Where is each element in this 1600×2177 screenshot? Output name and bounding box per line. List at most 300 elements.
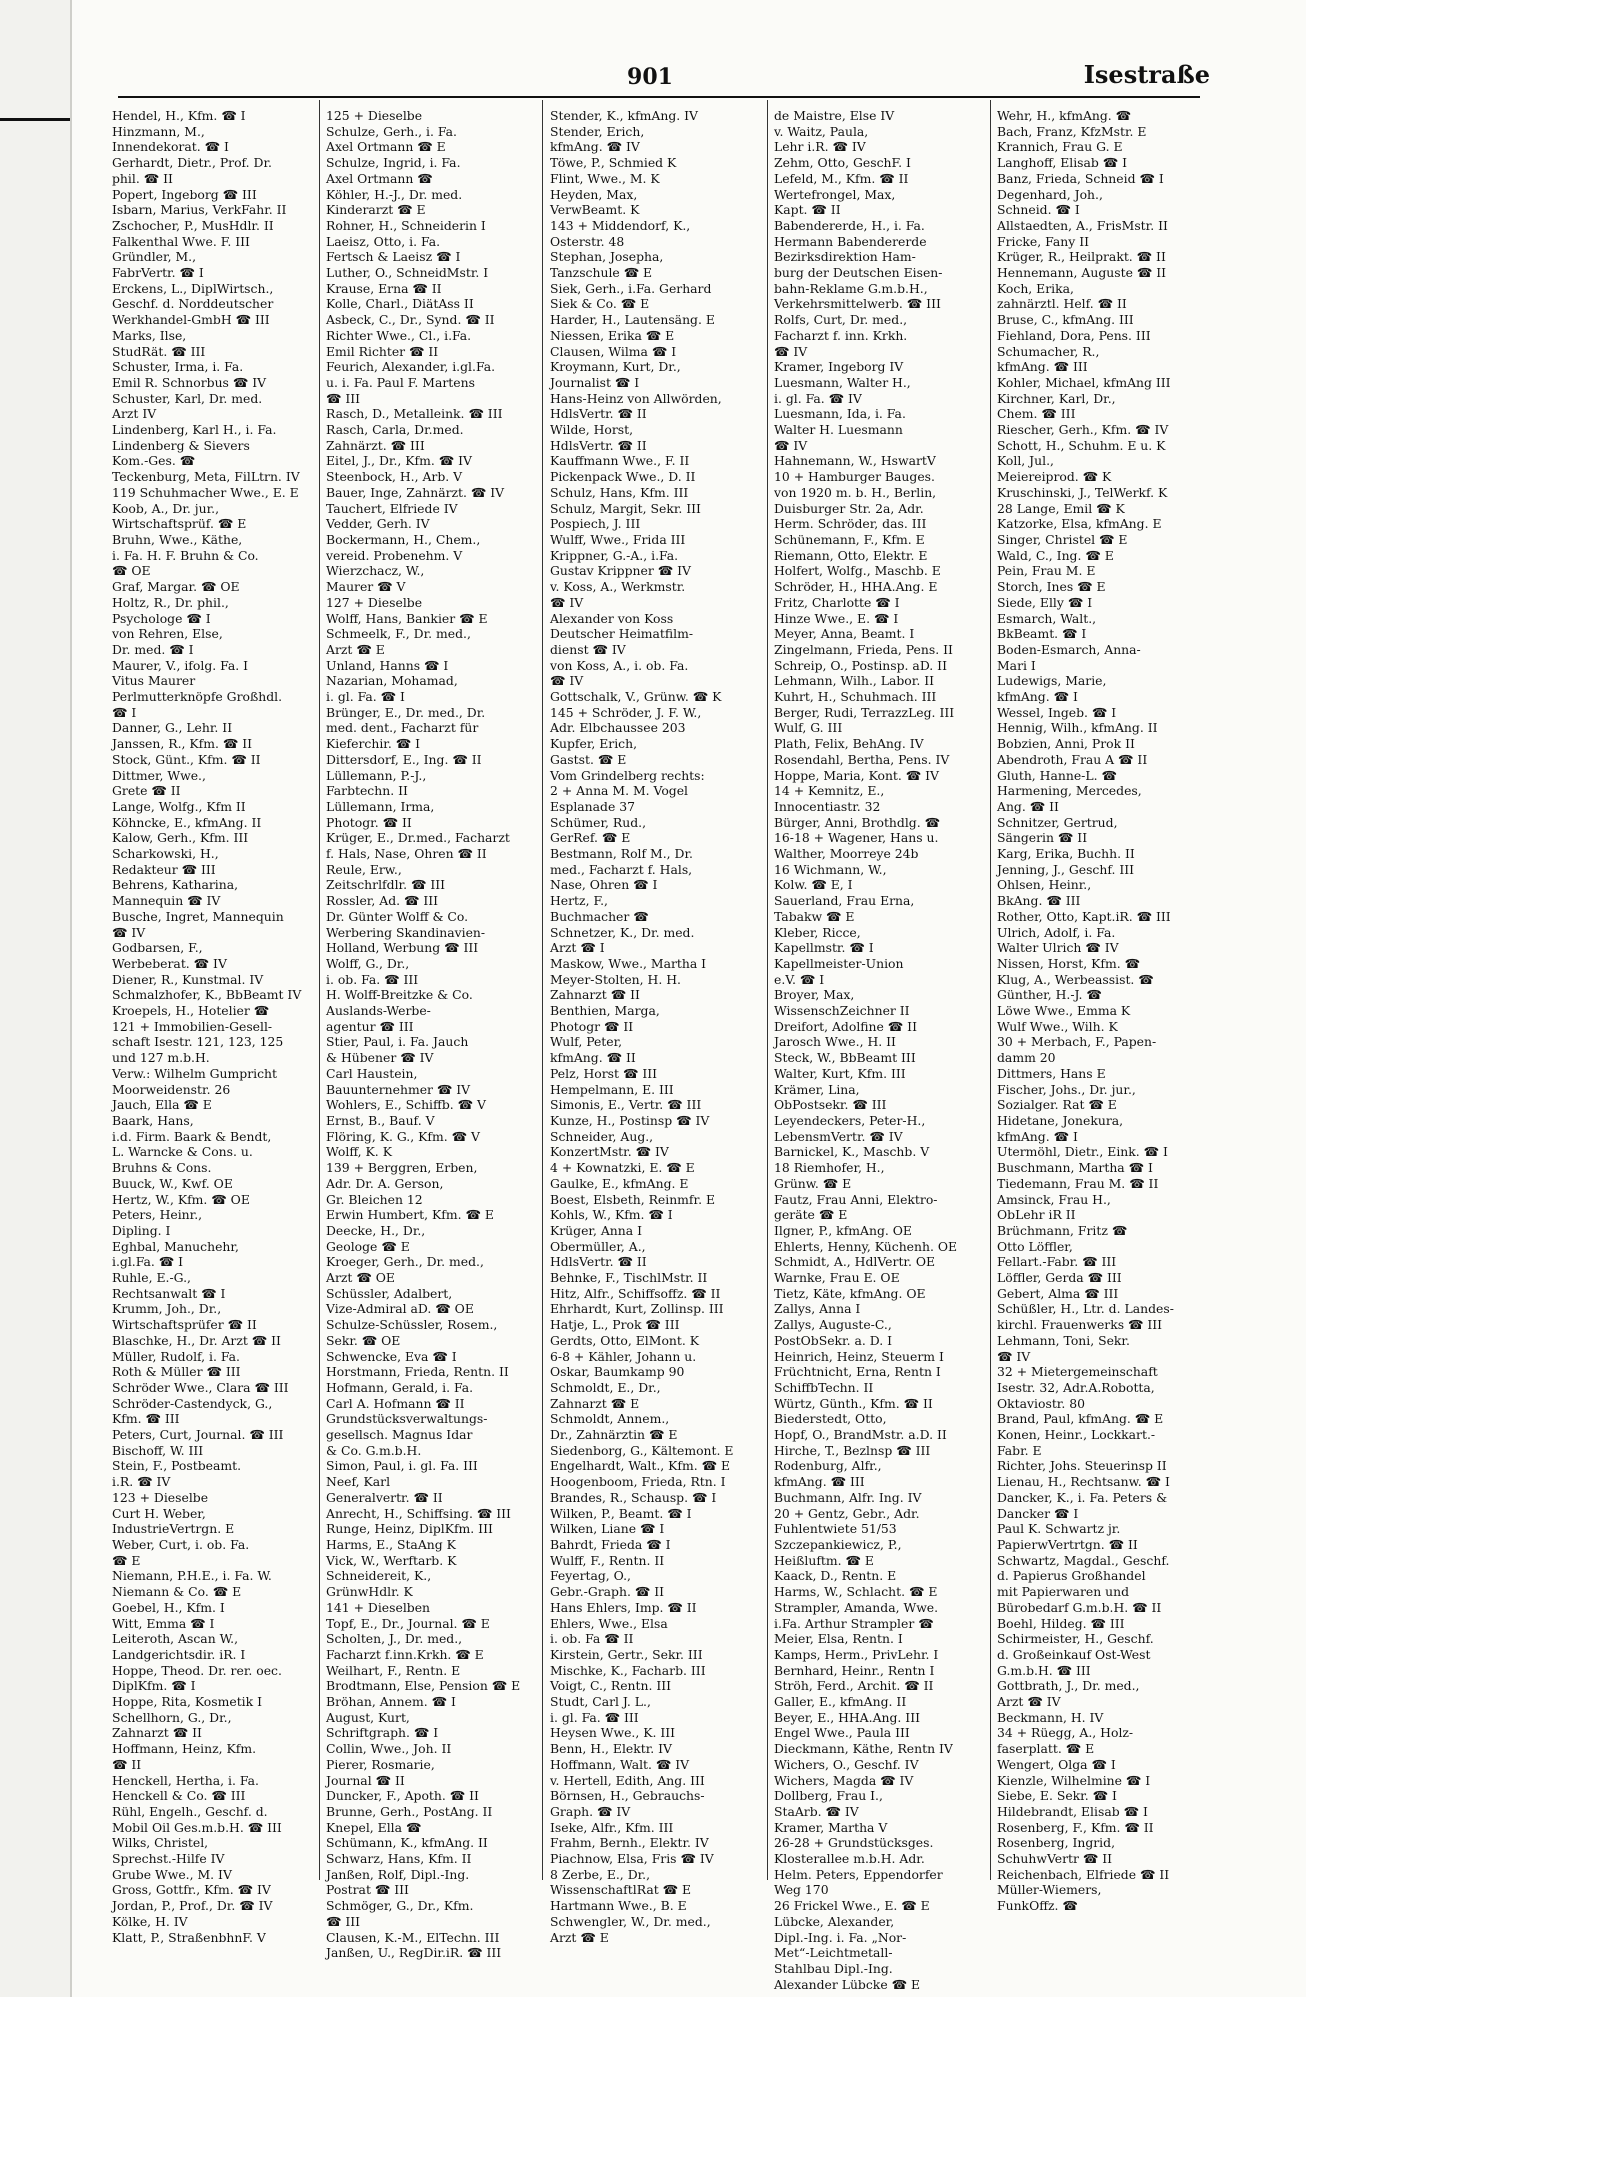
directory-line: Karg, Erika, Buchh. II: [997, 846, 1135, 862]
directory-line: Weilhart, F., Rentn. E: [326, 1662, 461, 1678]
directory-line: Innendekorat. ☎ I: [112, 139, 229, 155]
directory-line: Würtz, Günth., Kfm. ☎ II: [774, 1395, 933, 1411]
directory-line: i.Fa. Arthur Strampler ☎: [774, 1615, 934, 1631]
directory-line: 139 + Berggren, Erben,: [326, 1160, 478, 1176]
directory-line: Duisburger Str. 2a, Adr.: [774, 500, 924, 516]
directory-line: Krüger, R., Heilprakt. ☎ II: [997, 249, 1166, 265]
directory-line: GerRef. ☎ E: [550, 830, 631, 846]
directory-line: Rosenberg, Ingrid,: [997, 1835, 1116, 1851]
directory-line: Topf, E., Dr., Journal. ☎ E: [326, 1615, 490, 1631]
directory-line: d. Papierus Großhandel: [997, 1568, 1146, 1584]
directory-line: Witt, Emma ☎ I: [112, 1615, 215, 1631]
directory-line: geräte ☎ E: [774, 1207, 848, 1223]
directory-line: Steenbock, H., Arb. V: [326, 469, 463, 485]
directory-line: Hennemann, Auguste ☎ II: [997, 265, 1167, 281]
directory-line: Schröder Wwe., Clara ☎ III: [112, 1379, 289, 1395]
directory-line: Wulff, Wwe., Frida III: [550, 531, 686, 547]
directory-line: Hidetane, Jonekura,: [997, 1113, 1124, 1128]
directory-line: Rosendahl, Bertha, Pens. IV: [774, 751, 950, 767]
directory-line: Katzorke, Elsa, kfmAng. E: [997, 516, 1162, 532]
directory-line: Wierzchacz, W.,: [326, 563, 425, 579]
directory-line: Hans Ehlers, Imp. ☎ II: [550, 1599, 697, 1615]
directory-line: Langhoff, Elisab ☎ I: [997, 155, 1128, 171]
directory-line: Bröhan, Annem. ☎ I: [326, 1694, 456, 1710]
directory-line: Hinzmann, M.,: [112, 123, 205, 139]
directory-line: Erckens, L., DiplWirtsch.,: [112, 280, 274, 296]
directory-line: Hertz, W., Kfm. ☎ OE: [112, 1191, 250, 1207]
directory-line: Teckenburg, Meta, FilLtrn. IV: [112, 469, 300, 485]
directory-line: BkAng. ☎ III: [997, 893, 1081, 909]
directory-line: Zehm, Otto, GeschF. I: [774, 155, 911, 171]
directory-line: Tanzschule ☎ E: [550, 265, 653, 281]
directory-line: Schwencke, Eva ☎ I: [326, 1348, 457, 1364]
directory-line: Löwe Wwe., Emma K: [997, 1003, 1131, 1019]
directory-line: Stender, Erich,: [550, 123, 645, 139]
directory-line: Wessel, Ingeb. ☎ I: [997, 704, 1117, 720]
directory-line: Luesmann, Walter H.,: [774, 374, 911, 390]
facing-page-rule: [0, 118, 70, 121]
directory-line: Kohler, Michael, kfmAng III: [997, 374, 1171, 390]
directory-line: Kroeger, Gerh., Dr. med.,: [326, 1254, 484, 1270]
directory-line: Benn, H., Elektr. IV: [550, 1741, 673, 1757]
page-number: 901: [627, 64, 673, 90]
directory-line: Arzt ☎ IV: [997, 1694, 1061, 1710]
directory-line: 6-8 + Kähler, Johann u.: [550, 1348, 697, 1364]
directory-line: Warnke, Frau E. OE: [774, 1270, 900, 1286]
directory-line: Graf, Margar. ☎ OE: [112, 579, 240, 595]
directory-line: Heysen Wwe., K. III: [550, 1725, 676, 1741]
directory-line: Dreifort, Adolfine ☎ II: [774, 1018, 917, 1034]
directory-line: Harmening, Mercedes,: [997, 783, 1142, 799]
directory-line: Runge, Heinz, DiplKfm. III: [326, 1521, 493, 1537]
directory-line: Clausen, Wilma ☎ I: [550, 343, 677, 359]
directory-line: Behnke, F., TischlMstr. II: [550, 1270, 708, 1286]
directory-line: Dittersdorf, E., Ing. ☎ II: [326, 751, 482, 767]
directory-line: Luther, O., SchneidMstr. I: [326, 265, 489, 281]
directory-line: Redakteur ☎ III: [112, 861, 216, 877]
directory-line: Rühl, Engelh., Geschf. d.: [112, 1803, 268, 1819]
directory-line: ☎ OE: [112, 563, 151, 579]
directory-line: Facharzt f.inn.Krkh. ☎ E: [326, 1646, 484, 1662]
directory-line: Werkhandel-GmbH ☎ III: [112, 312, 270, 328]
directory-line: Buschmann, Martha ☎ I: [997, 1160, 1153, 1176]
directory-line: Osterstr. 48: [550, 233, 625, 249]
directory-line: Beckmann, H. IV: [997, 1709, 1104, 1725]
directory-line: Wulf, G. III: [774, 720, 843, 736]
directory-line: Grünw. ☎ E: [774, 1175, 852, 1191]
directory-line: Krumm, Joh., Dr.,: [112, 1301, 222, 1317]
directory-line: Neef, Karl: [326, 1474, 391, 1490]
directory-line: Marks, Ilse,: [112, 327, 187, 343]
directory-line: Luesmann, Ida, i. Fa.: [774, 406, 906, 422]
directory-line: Benthien, Marga,: [550, 1003, 660, 1019]
directory-line: Wirtschaftsprüf. ☎ E: [112, 516, 247, 532]
directory-line: Geologe ☎ E: [326, 1238, 410, 1254]
directory-line: Goebel, H., Kfm. I: [112, 1599, 225, 1615]
directory-line: Dancker ☎ I: [997, 1505, 1079, 1521]
directory-line: 4 + Kownatzki, E. ☎ E: [550, 1160, 695, 1176]
directory-line: Kapellmstr. ☎ I: [774, 940, 874, 956]
directory-line: Maskow, Wwe., Martha I: [550, 955, 707, 971]
directory-line: Journal ☎ II: [326, 1772, 405, 1788]
directory-line: Zahnarzt ☎ E: [550, 1395, 640, 1411]
directory-line: Lüllemann, Irma,: [326, 798, 435, 814]
directory-line: Jauch, Ella ☎ E: [112, 1097, 212, 1113]
directory-line: 121 + Immobilien-Gesell-: [112, 1018, 273, 1034]
directory-line: Oskar, Baumkamp 90: [550, 1364, 685, 1380]
directory-line: ObPostsekr. ☎ III: [774, 1097, 887, 1113]
directory-line: Jordan, P., Prof., Dr. ☎ IV: [112, 1898, 273, 1914]
directory-line: Paul K. Schwartz jr.: [997, 1521, 1121, 1537]
directory-line: Szczepankiewicz, P.,: [774, 1536, 902, 1552]
directory-line: Schulze, Ingrid, i. Fa.: [326, 155, 461, 171]
directory-line: Köhncke, E., kfmAng. II: [112, 814, 262, 830]
directory-line: Brodtmann, Else, Pension ☎ E: [326, 1678, 521, 1694]
directory-line: Brünger, E., Dr. med., Dr.: [326, 704, 486, 720]
directory-line: Zallys, Auguste-C.,: [774, 1317, 892, 1333]
directory-line: Schümann, K., kfmAng. II: [326, 1835, 488, 1851]
directory-line: Unland, Hanns ☎ I: [326, 657, 449, 673]
directory-line: Sauerland, Frau Erna,: [774, 893, 915, 909]
directory-line: Schröder-Castendyck, G.,: [112, 1395, 273, 1411]
directory-line: 143 + Middendorf, K.,: [550, 217, 691, 233]
directory-line: Dr. Günter Wolff & Co.: [326, 908, 469, 924]
directory-line: Harms, E., StaAng K: [326, 1536, 456, 1552]
directory-line: Wald, C., Ing. ☎ E: [997, 547, 1114, 563]
directory-line: Tiedemann, Frau M. ☎ II: [997, 1175, 1159, 1191]
directory-line: Oktaviostr. 80: [997, 1395, 1085, 1411]
directory-line: Deutscher Heimatfilm-: [550, 626, 694, 642]
directory-line: Pein, Frau M. E: [997, 563, 1096, 579]
directory-line: 16-18 + Wagener, Hans u.: [774, 830, 939, 846]
directory-line: Bruhn, Wwe., Käthe,: [112, 531, 243, 547]
directory-line: ☎ II: [112, 1756, 142, 1772]
directory-line: & Hübener ☎ IV: [326, 1050, 434, 1066]
directory-line: Kfm. ☎ III: [112, 1411, 180, 1427]
directory-line: Müller, Rudolf, i. Fa.: [112, 1348, 240, 1364]
directory-line: Schulze-Schüssler, Rosem.,: [326, 1317, 498, 1333]
directory-line: de Maistre, Else IV: [774, 108, 895, 123]
directory-column-5: [997, 108, 1203, 1968]
directory-line: Simon, Paul, i. gl. Fa. III: [326, 1458, 478, 1474]
directory-line: Rechtsanwalt ☎ I: [112, 1285, 226, 1301]
directory-line: Hoppe, Maria, Kont. ☎ IV: [774, 767, 939, 783]
directory-line: Konen, Heinr., Lockkart.-: [997, 1427, 1156, 1443]
directory-line: Ruhle, E.-G.,: [112, 1270, 191, 1286]
directory-line: Schmalzhofer, K., BbBeamt IV: [112, 987, 302, 1003]
directory-line: 145 + Schröder, J. F. W.,: [550, 704, 702, 720]
directory-column-3: [550, 108, 756, 1968]
directory-line: Sozialger. Rat ☎ E: [997, 1097, 1117, 1113]
directory-line: Photogr ☎ II: [550, 1018, 634, 1034]
directory-line: Hoppe, Rita, Kosmetik I: [112, 1694, 262, 1710]
directory-line: Postrat ☎ III: [326, 1882, 409, 1898]
directory-line: Gerhardt, Dietr., Prof. Dr.: [112, 155, 272, 171]
directory-line: 26 Frickel Wwe., E. ☎ E: [774, 1898, 930, 1914]
directory-line: Harder, H., Lautensäng. E: [550, 312, 715, 328]
directory-line: Arzt ☎ E: [326, 641, 385, 657]
directory-line: i.R. ☎ IV: [112, 1474, 171, 1490]
directory-line: PostObSekr. a. D. I: [774, 1332, 893, 1348]
directory-line: Schmidt, A., HdlVertr. OE: [774, 1254, 936, 1270]
directory-line: Zallys, Anna I: [774, 1301, 861, 1317]
directory-line: Koch, Erika,: [997, 280, 1074, 296]
directory-line: Wertefrongel, Max,: [774, 186, 896, 202]
directory-line: ObLehr iR II: [997, 1207, 1076, 1223]
directory-line: Flöring, K. G., Kfm. ☎ V: [326, 1128, 480, 1144]
directory-line: 18 Riemhofer, H.,: [774, 1160, 885, 1176]
directory-line: Dr. med. ☎ I: [112, 641, 194, 657]
directory-line: Schellhorn, G., Dr.,: [112, 1709, 232, 1725]
directory-line: Anrecht, H., Schiffsing. ☎ III: [326, 1505, 511, 1521]
directory-line: Gottbrath, J., Dr. med.,: [997, 1678, 1140, 1694]
directory-line: Wulf, Peter,: [550, 1034, 623, 1050]
directory-line: dienst ☎ IV: [550, 641, 626, 657]
directory-line: Strampler, Amanda, Wwe.: [774, 1599, 939, 1615]
directory-line: Flint, Wwe., M. K: [550, 170, 660, 186]
directory-line: Dollberg, Frau I.,: [774, 1788, 883, 1804]
directory-line: Schüssler, Adalbert,: [326, 1285, 453, 1301]
directory-line: kfmAng. ☎ I: [997, 1128, 1078, 1144]
directory-line: Ludewigs, Marie,: [997, 673, 1107, 689]
directory-line: i. gl. Fa. ☎ I: [326, 689, 405, 705]
directory-line: Hofmann, Gerald, i. Fa.: [326, 1379, 474, 1395]
directory-line: Gr. Bleichen 12: [326, 1191, 423, 1207]
directory-line: Löffler, Gerda ☎ III: [997, 1270, 1122, 1286]
directory-line: Weber, Curt, i. ob. Fa.: [112, 1536, 250, 1552]
directory-line: Psychologe ☎ I: [112, 610, 211, 626]
directory-line: Siede, Elly ☎ I: [997, 594, 1093, 610]
directory-line: Buuck, W., Kwf. OE: [112, 1175, 233, 1191]
directory-line: Richter Wwe., Cl., i.Fa.: [326, 327, 472, 343]
directory-line: Stephan, Josepha,: [550, 249, 664, 265]
directory-line: Kaack, D., Rentn. E: [774, 1568, 897, 1584]
directory-line: Scharkowski, H.,: [112, 846, 219, 862]
directory-line: Fischer, Johs., Dr. jur.,: [997, 1081, 1136, 1097]
directory-line: ☎ III: [326, 390, 361, 406]
column-rule: [319, 100, 320, 1880]
directory-line: 26-28 + Grundstücksges.: [774, 1835, 934, 1851]
directory-line: Kapt. ☎ II: [774, 202, 841, 218]
directory-line: Schwarz, Hans, Kfm. II: [326, 1851, 472, 1867]
directory-line: Dittmer, Wwe.,: [112, 767, 206, 783]
directory-line: Rohner, H., Schneiderin I: [326, 217, 486, 233]
scan-margin-right: [1306, 0, 1600, 2177]
directory-line: 34 + Rüegg, A., Holz-: [997, 1725, 1134, 1741]
directory-line: med. dent., Facharzt für: [326, 720, 479, 736]
directory-line: Helm. Peters, Eppendorfer: [774, 1866, 943, 1882]
directory-line: BkBeamt. ☎ I: [997, 626, 1087, 642]
directory-column-2: [326, 108, 532, 1968]
directory-line: Buchmacher ☎: [550, 908, 649, 924]
directory-line: Behrens, Katharina,: [112, 877, 239, 893]
directory-line: Rasch, D., Metalleink. ☎ III: [326, 406, 503, 422]
directory-line: Klatt, P., StraßenbhnF. V: [112, 1929, 266, 1945]
directory-line: HdlsVertr. ☎ II: [550, 1254, 647, 1270]
directory-line: Reichenbach, Elfriede ☎ II: [997, 1866, 1170, 1882]
directory-line: Bockermann, H., Chem.,: [326, 531, 481, 547]
directory-line: Stein, F., Postbeamt.: [112, 1458, 242, 1474]
directory-line: Farbtechn. II: [326, 783, 408, 799]
directory-line: vereid. Probenehm. V: [326, 547, 463, 563]
directory-line: Niessen, Erika ☎ E: [550, 327, 675, 343]
directory-line: Kirstein, Gertr., Sekr. III: [550, 1646, 703, 1662]
directory-line: SchuhwVertr ☎ II: [997, 1851, 1113, 1867]
directory-line: Koob, A., Dr. jur.,: [112, 500, 220, 516]
directory-line: PapierwVertrtgn. ☎ II: [997, 1536, 1138, 1552]
directory-line: von Koss, A., i. ob. Fa.: [550, 657, 689, 673]
directory-line: Schüßler, H., Ltr. d. Landes-: [997, 1301, 1174, 1317]
directory-line: Weg 170: [774, 1882, 829, 1898]
directory-line: Axel Ortmann ☎: [326, 170, 433, 186]
directory-line: Schmoldt, Annem.,: [550, 1411, 670, 1427]
directory-line: Reule, Erw.,: [326, 861, 402, 877]
directory-line: Werbeberat. ☎ IV: [112, 955, 227, 971]
directory-line: Walter H. Luesmann: [774, 422, 903, 438]
directory-line: Busche, Ingret, Mannequin: [112, 908, 284, 924]
directory-line: Arzt IV: [112, 406, 157, 422]
directory-line: Baark, Hans,: [112, 1113, 194, 1128]
directory-line: Siek, Gerh., i.Fa. Gerhard: [550, 280, 712, 296]
directory-line: Barnickel, K., Maschb. V: [774, 1144, 930, 1160]
directory-line: Kuhrt, H., Schuhmach. III: [774, 689, 937, 705]
directory-line: i. gl. Fa. ☎ IV: [774, 390, 862, 406]
directory-line: Krause, Erna ☎ II: [326, 280, 442, 296]
directory-line: Biederstedt, Otto,: [774, 1411, 887, 1427]
directory-line: Fritz, Charlotte ☎ I: [774, 594, 900, 610]
directory-line: Blaschke, H., Dr. Arzt ☎ II: [112, 1332, 281, 1348]
directory-line: i. ob. Fa. ☎ III: [326, 971, 419, 987]
directory-line: Verkehrsmittelwerb. ☎ III: [774, 296, 941, 312]
directory-line: Studt, Carl J. L.,: [550, 1694, 651, 1710]
directory-line: Hennig, Wilh., kfmAng. II: [997, 720, 1158, 736]
directory-line: HdlsVertr. ☎ II: [550, 437, 647, 453]
directory-line: Perlmutterknöpfe Großhdl.: [112, 689, 283, 705]
directory-line: Wilde, Horst,: [550, 422, 634, 438]
directory-line: ☎ E: [112, 1552, 141, 1568]
directory-line: Wolff, K. K: [326, 1144, 392, 1160]
directory-line: Schott, H., Schuhm. E u. K: [997, 437, 1166, 453]
directory-line: Falkenthal Wwe. F. III: [112, 233, 250, 249]
directory-line: Wohlers, E., Schiffb. ☎ V: [326, 1097, 486, 1113]
directory-line: Janssen, R., Kfm. ☎ II: [112, 736, 253, 752]
directory-line: Gross, Gottfr., Kfm. ☎ IV: [112, 1882, 271, 1898]
directory-line: 123 + Dieselbe: [112, 1489, 209, 1505]
directory-line: Kleber, Ricce,: [774, 924, 861, 940]
directory-line: Carl Haustein,: [326, 1065, 418, 1081]
directory-line: Mischke, K., Facharb. III: [550, 1662, 706, 1678]
directory-line: Leyendeckers, Peter-H.,: [774, 1113, 926, 1128]
directory-line: Kalow, Gerh., Kfm. III: [112, 830, 249, 846]
directory-line: e.V. ☎ I: [774, 971, 825, 987]
directory-line: 20 + Gentz, Gebr., Adr.: [774, 1505, 920, 1521]
directory-line: Voigt, C., Rentn. III: [550, 1678, 672, 1694]
directory-line: Gastst. ☎ E: [550, 751, 627, 767]
directory-line: Grube Wwe., M. IV: [112, 1866, 232, 1882]
directory-line: Deecke, H., Dr.,: [326, 1222, 426, 1238]
directory-line: Graph. ☎ IV: [550, 1803, 631, 1819]
directory-line: Rother, Otto, Kapt.iR. ☎ III: [997, 908, 1171, 924]
directory-line: Wirtschaftsprüfer ☎ II: [112, 1317, 257, 1333]
directory-line: bahn-Reklame G.m.b.H.,: [774, 280, 928, 296]
directory-line: 16 Wichmann, W.,: [774, 861, 887, 877]
directory-line: Nazarian, Mohamad,: [326, 673, 458, 689]
directory-line: Buchmann, Alfr. Ing. IV: [774, 1489, 922, 1505]
directory-line: Isbarn, Marius, VerkFahr. II: [112, 202, 287, 218]
directory-line: Laeisz, Otto, i. Fa.: [326, 233, 441, 249]
directory-line: Ehlers, Wwe., Elsa: [550, 1615, 668, 1631]
directory-line: Nissen, Horst, Kfm. ☎: [997, 955, 1141, 971]
directory-line: von Rehren, Else,: [112, 626, 223, 642]
directory-line: Dipling. I: [112, 1222, 171, 1238]
directory-line: GrünwHdlr. K: [326, 1584, 413, 1600]
directory-line: Abendroth, Frau A ☎ II: [997, 751, 1148, 767]
directory-line: 125 + Dieselbe: [326, 108, 423, 123]
directory-line: kfmAng. ☎ II: [550, 1050, 636, 1066]
directory-line: Photogr. ☎ II: [326, 814, 412, 830]
directory-line: Knepel, Ella ☎: [326, 1819, 422, 1835]
directory-line: 2 + Anna M. M. Vogel: [550, 783, 689, 799]
directory-line: Generalvertr. ☎ II: [326, 1489, 443, 1505]
directory-line: 8 Zerbe, E., Dr.,: [550, 1866, 651, 1882]
directory-line: Leiteroth, Ascan W.,: [112, 1631, 239, 1647]
directory-line: Schumacher, R.,: [997, 343, 1100, 359]
directory-line: Bach, Franz, KfzMstr. E: [997, 123, 1147, 139]
directory-line: Holland, Werbung ☎ III: [326, 940, 479, 956]
directory-line: Schröder, H., HHA.Ang. E: [774, 579, 938, 595]
directory-line: Diener, R., Kunstmal. IV: [112, 971, 264, 987]
directory-line: Walther, Moorreye 24b: [774, 846, 919, 862]
directory-line: Chem. ☎ III: [997, 406, 1076, 422]
directory-line: Boehl, Hildeg. ☎ III: [997, 1615, 1125, 1631]
directory-line: Stier, Paul, i. Fa. Jauch: [326, 1034, 469, 1050]
directory-line: Engel Wwe., Paula III: [774, 1725, 910, 1741]
directory-line: 127 + Dieselbe: [326, 594, 423, 610]
directory-line: Fricke, Fany II: [997, 233, 1089, 249]
directory-line: Gustav Krippner ☎ IV: [550, 563, 691, 579]
directory-line: Hinze Wwe., E. ☎ I: [774, 610, 899, 626]
column-rule: [990, 100, 991, 1880]
directory-line: Siedenborg, G., Kältemont. E: [550, 1442, 734, 1458]
directory-line: Riescher, Gerh., Kfm. ☎ IV: [997, 422, 1169, 438]
directory-line: Stender, K., kfmAng. IV: [550, 108, 698, 123]
directory-line: Plath, Felix, BehAng. IV: [774, 736, 924, 752]
directory-line: Zeitschrlfdlr. ☎ III: [326, 877, 446, 893]
directory-line: Erwin Humbert, Kfm. ☎ E: [326, 1207, 494, 1223]
directory-line: Zahnarzt ☎ II: [550, 987, 640, 1003]
directory-line: Holfert, Wolfg., Maschb. E: [774, 563, 941, 579]
directory-line: Arzt ☎ E: [550, 1929, 609, 1945]
directory-line: Wehr, H., kfmAng. ☎: [997, 108, 1132, 123]
directory-line: i. Fa. H. F. Bruhn & Co.: [112, 547, 259, 563]
directory-line: Lehmann, Wilh., Labor. II: [774, 673, 934, 689]
directory-line: Rossler, Ad. ☎ III: [326, 893, 439, 909]
directory-line: Maurer, V., ifolg. Fa. I: [112, 657, 249, 673]
directory-line: Bezirksdirektion Ham-: [774, 249, 916, 265]
directory-line: Hoffmann, Walt. ☎ IV: [550, 1756, 690, 1772]
directory-line: Scholten, J., Dr. med.,: [326, 1631, 463, 1647]
directory-line: burg der Deutschen Eisen-: [774, 265, 943, 281]
directory-line: Schneidereit, K.,: [326, 1568, 432, 1584]
directory-line: Hahnemann, W., HswartV: [774, 453, 936, 469]
directory-line: Koll, Jul.,: [997, 453, 1054, 469]
directory-line: kfmAng. ☎ III: [774, 1474, 865, 1490]
directory-line: Siebe, E. Sekr. ☎ I: [997, 1788, 1117, 1804]
directory-line: Lienau, H., Rechtsanw. ☎ I: [997, 1474, 1170, 1490]
directory-line: Fuhlentwiete 51/53: [774, 1521, 897, 1537]
directory-line: Bürobedarf G.m.b.H. ☎ II: [997, 1599, 1162, 1615]
directory-line: Rolfs, Curt, Dr. med.,: [774, 312, 908, 328]
